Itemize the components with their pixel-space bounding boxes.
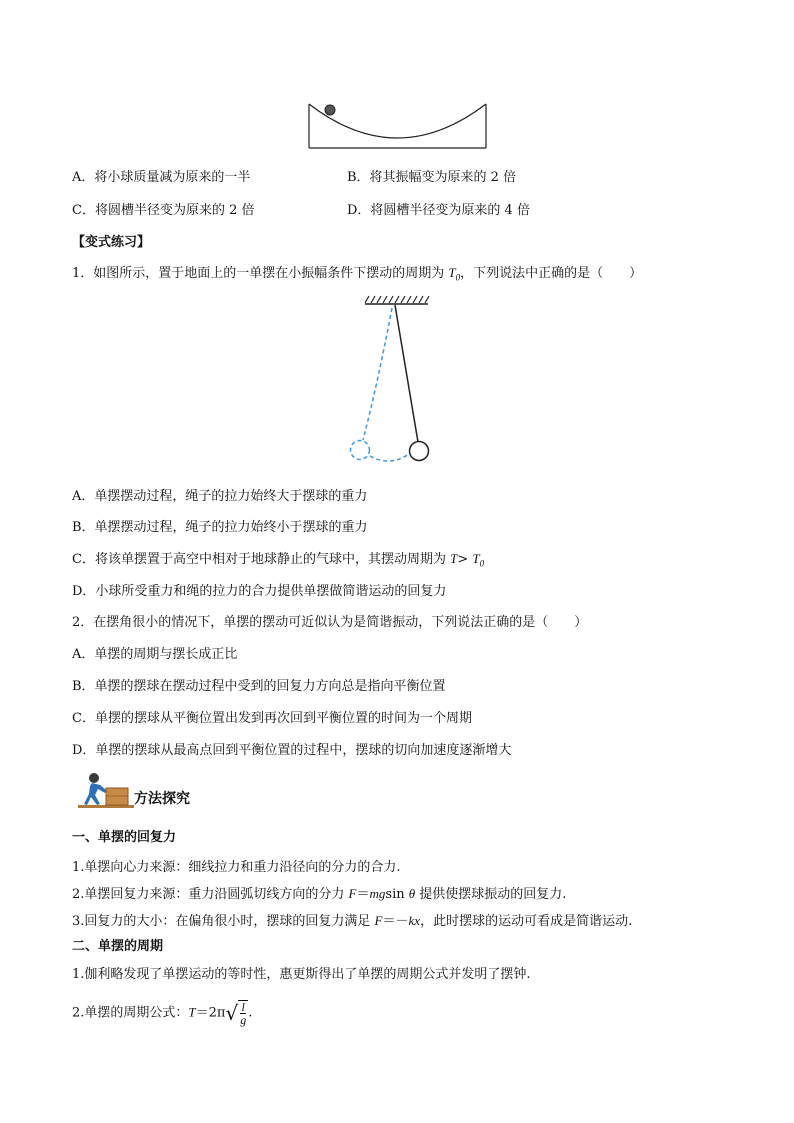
swing-arc bbox=[370, 454, 409, 461]
q1-stem: 1．如图所示，置于地面上的一单摆在小振幅条件下摆动的周期为 $T_0$，下列说法中正确的是（ ） bbox=[72, 265, 643, 283]
q1-option-b[interactable]: B．单摆摆动过程，绳子的拉力始终小于摆球的重力 bbox=[72, 520, 368, 535]
method-title: 方法探究 bbox=[134, 791, 190, 807]
person-pushing-box-icon bbox=[78, 772, 138, 812]
period-fraction: $\frac{l}{g}$ bbox=[240, 1000, 247, 1027]
q2-option-a[interactable]: A．单摆的周期与摆长成正比 bbox=[72, 647, 238, 662]
sec2-line1: 1.伽利略发现了单摆运动的等时性，惠更斯得出了单摆的周期公式并发明了摆钟. bbox=[72, 967, 531, 982]
pendulum-bob bbox=[410, 442, 429, 461]
q2-option-d[interactable]: D．单摆的摆球从最高点回到平衡位置的过程中，摆球的切向加速度逐渐增大 bbox=[72, 743, 512, 758]
sqrt-symbol: √ bbox=[225, 1001, 239, 1025]
displaced-string bbox=[363, 308, 392, 440]
q2-option-c[interactable]: C．单摆的摆球从平衡位置出发到再次回到平衡位置的时间为一个周期 bbox=[72, 711, 472, 726]
bowl-ball bbox=[325, 105, 335, 115]
sec1-heading: 一、单摆的回复力 bbox=[72, 830, 177, 845]
q1-option-c[interactable]: C．将该单摆置于高空中相对于地球静止的气球中，其摆动周期为 $T> T_0$ bbox=[72, 551, 485, 569]
sec1-line2: 2.单摆回复力来源：重力沿圆弧切线方向的分力 F＝mgsin θ 提供使摆球振动的回复力. bbox=[72, 886, 567, 902]
sec2-heading: 二、单摆的周期 bbox=[72, 939, 164, 954]
practice-heading: 【变式练习】 bbox=[72, 235, 151, 250]
q1-option-d[interactable]: D．小球所受重力和绳的拉力的合力提供单摆做简谐运动的回复力 bbox=[72, 584, 447, 599]
bowl-arc bbox=[309, 104, 486, 138]
sec1-line1: 1.单摆向心力来源：细线拉力和重力沿径向的分力的合力. bbox=[72, 860, 401, 875]
prev-option-d[interactable]: D．将圆槽半径变为原来的 4 倍 bbox=[347, 203, 530, 218]
q2-stem: 2．在摆角很小的情况下，单摆的摆动可近似认为是简谐振动，下列说法正确的是（ ） bbox=[72, 615, 588, 630]
prev-option-a[interactable]: A．将小球质量减为原来的一半 bbox=[72, 170, 251, 185]
q1-option-a[interactable]: A．单摆摆动过程，绳子的拉力始终大于摆球的重力 bbox=[72, 489, 368, 504]
bowl-figure bbox=[308, 102, 488, 152]
sec2-line2: 2.单摆的周期公式：T＝2π√ $\frac{l}{g}$ . bbox=[72, 1000, 253, 1027]
ceiling-hatch bbox=[365, 296, 429, 303]
q2-option-b[interactable]: B．单摆的摆球在摆动过程中受到的回复力方向总是指向平衡位置 bbox=[72, 679, 446, 694]
prev-option-c[interactable]: C．将圆槽半径变为原来的 2 倍 bbox=[72, 203, 255, 218]
prev-option-b[interactable]: B．将其振幅变为原来的 2 倍 bbox=[347, 170, 517, 185]
pendulum-string bbox=[395, 305, 418, 442]
displaced-bob bbox=[351, 441, 370, 460]
pendulum-figure bbox=[340, 292, 460, 467]
sec1-line3: 3.回复力的大小：在偏角很小时，摆球的回复力满足 F＝－kx，此时摆球的运动可看成是简谐运动. bbox=[72, 913, 633, 929]
